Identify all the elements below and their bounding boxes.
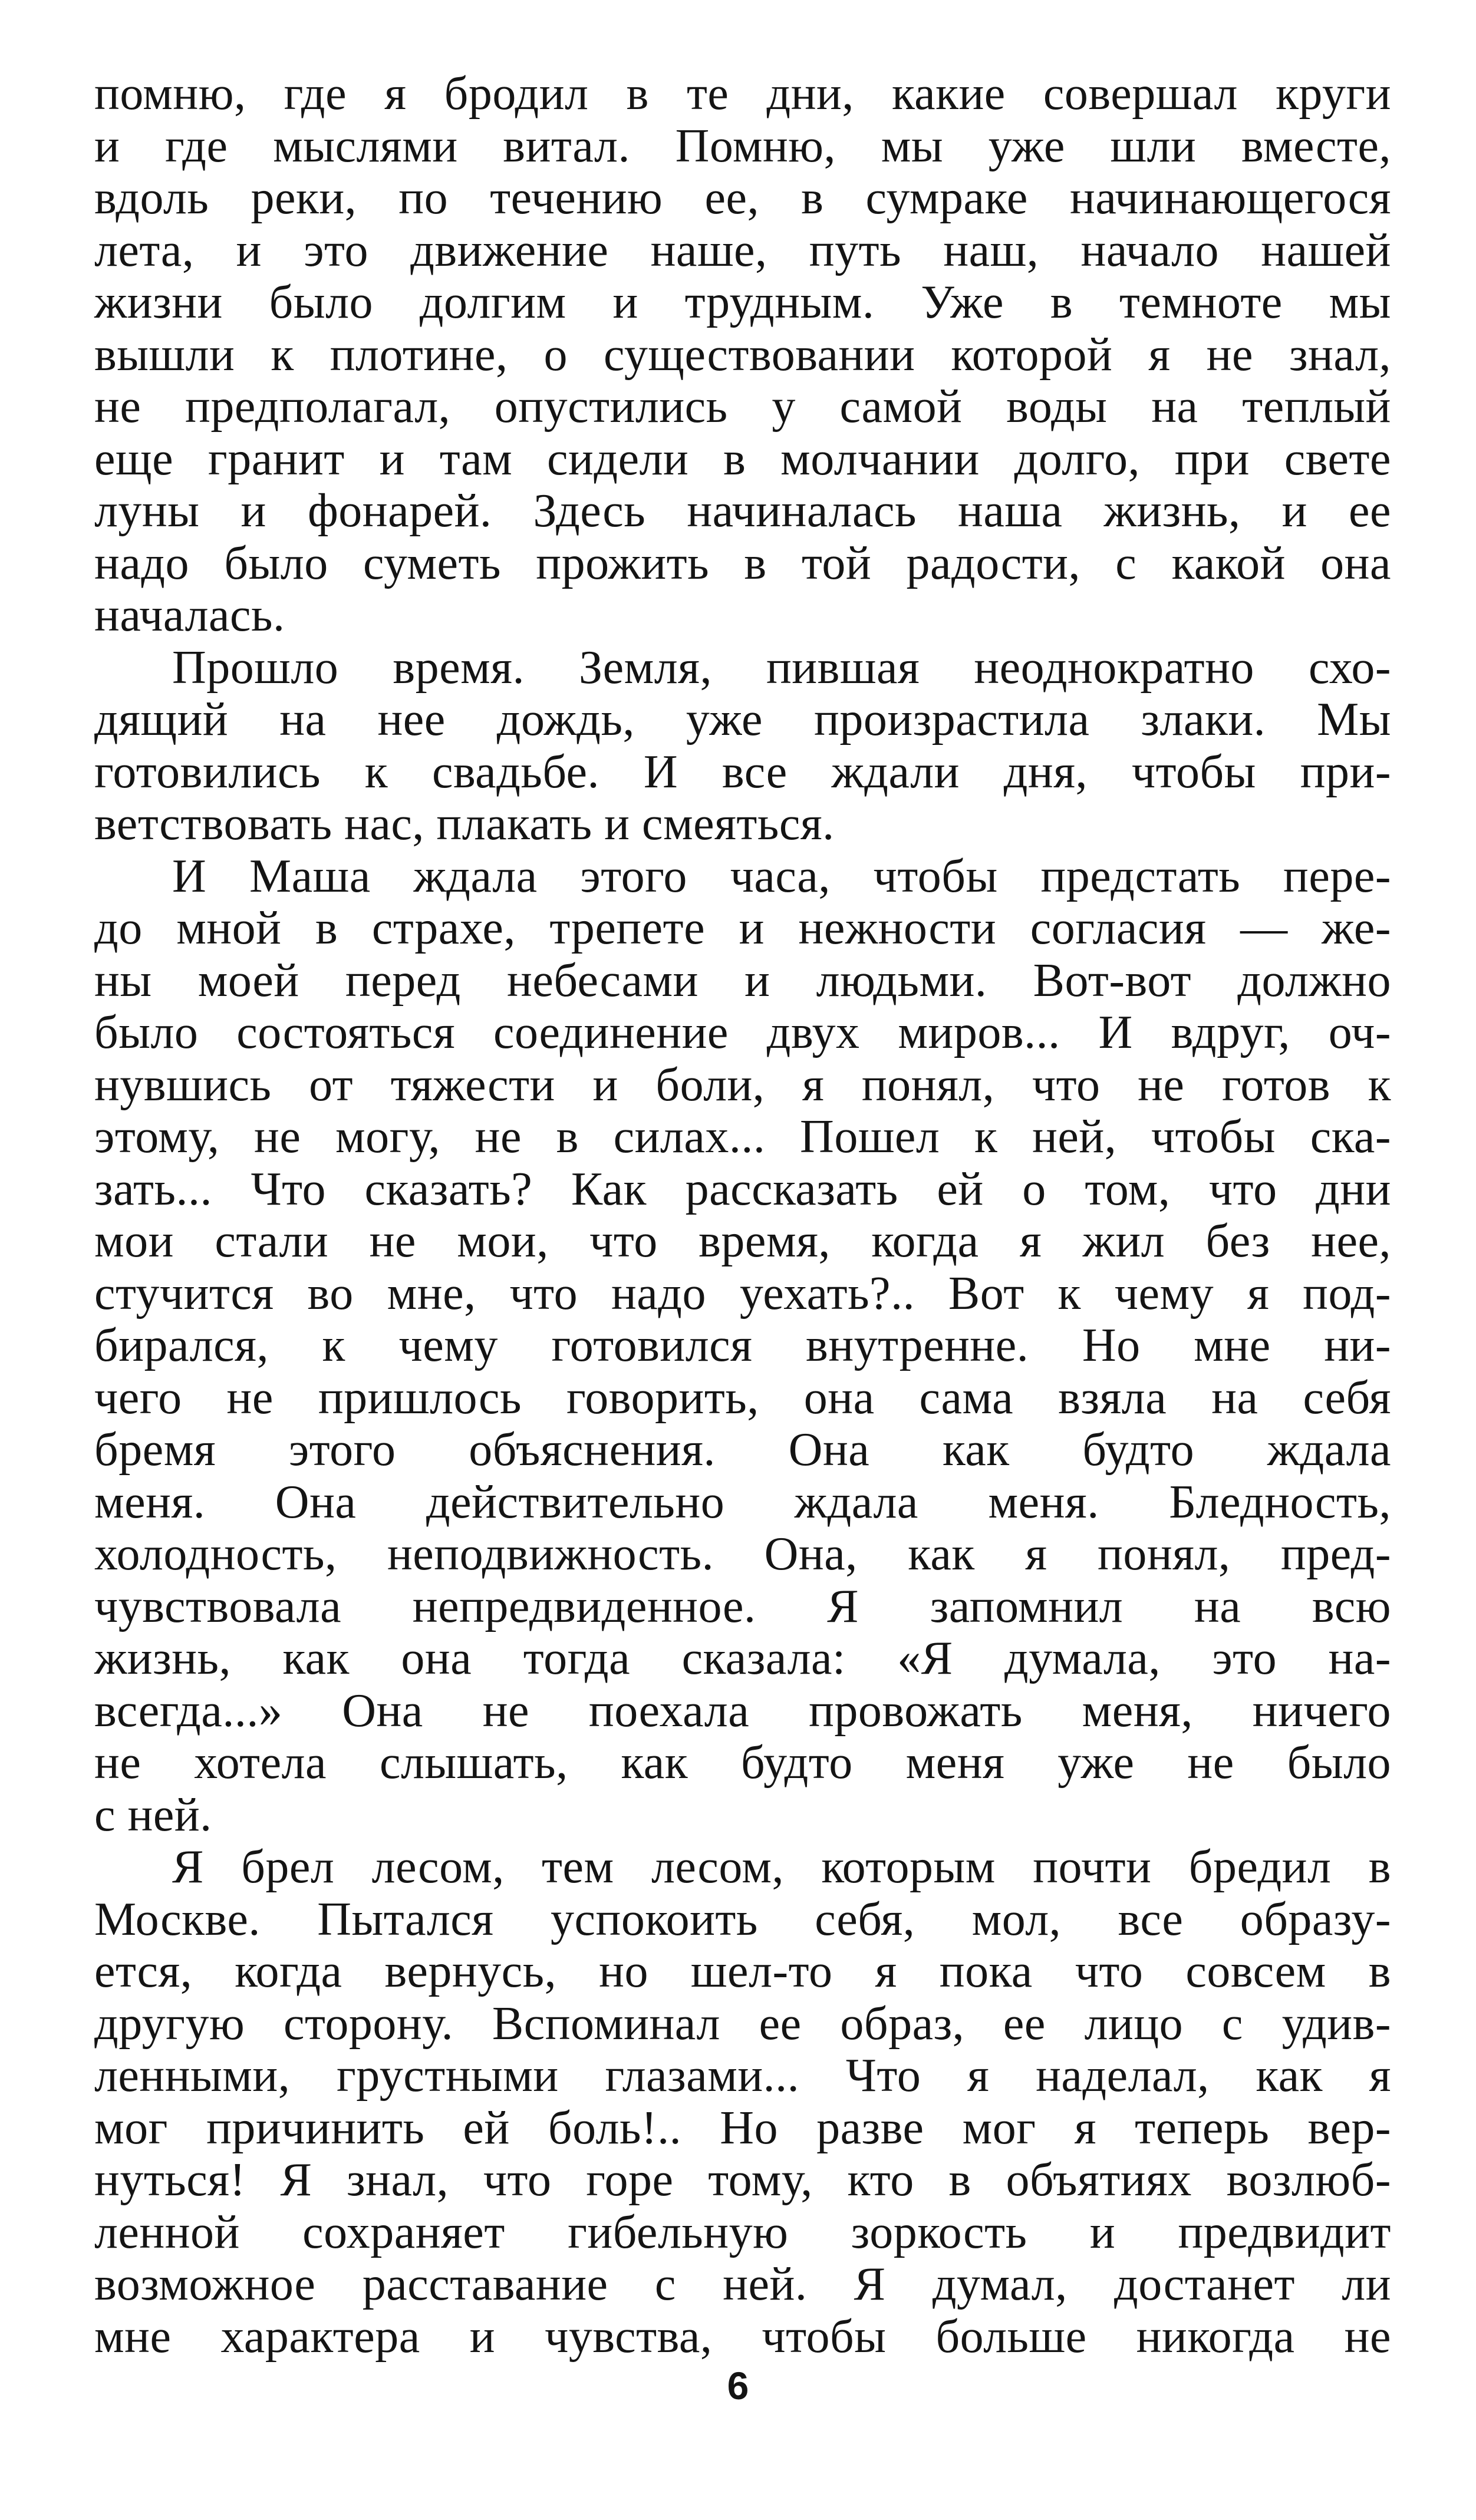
text-line: и где мыслями витал. Помню, мы уже шли вместе,: [94, 120, 1391, 172]
text-line: не хотела слышать, как будто меня уже не было: [94, 1737, 1391, 1789]
text-line: ленной сохраняет гибельную зоркость и предвидит: [94, 2206, 1391, 2258]
text-line: мог причинить ей боль!.. Но разве мог я теперь вер-: [94, 2102, 1391, 2154]
text-line: с ней.: [94, 1789, 212, 1841]
text-line: бремя этого объяснения. Она как будто ждала: [94, 1424, 1391, 1476]
text-line: зать... Что сказать? Как рассказать ей о том, что дни: [94, 1163, 1391, 1215]
text-line: луны и фонарей. Здесь начиналась наша жизнь, и ее: [94, 485, 1391, 537]
text-line: жизни было долгим и трудным. Уже в темноте мы: [94, 276, 1391, 328]
text-line: чего не пришлось говорить, она сама взяла на себя: [94, 1371, 1391, 1424]
text-line: нувшись от тяжести и боли, я понял, что не готов к: [94, 1058, 1391, 1111]
text-line: дящий на нее дождь, уже произрастила злаки. Мы: [94, 694, 1391, 746]
text-line: этому, не могу, не в силах... Пошел к ней, чтобы ска-: [94, 1111, 1391, 1163]
text-line: до мной в страхе, трепете и нежности согласия — же-: [94, 902, 1391, 954]
text-line: ленными, грустными глазами... Что я наделал, как я: [94, 2050, 1391, 2102]
text-line: мои стали не мои, что время, когда я жил без нее,: [94, 1215, 1391, 1267]
text-line: ны моей перед небесами и людьми. Вот-вот должно: [94, 954, 1391, 1007]
text-line: другую сторону. Вспоминал ее образ, ее лицо с удив-: [94, 1997, 1391, 2050]
text-line: мне характера и чувства, чтобы больше никогда не: [94, 2310, 1391, 2363]
text-line: ется, когда вернусь, но шел-то я пока что совсем в: [94, 1945, 1391, 1997]
text-line: холодность, неподвижность. Она, как я понял, пред-: [94, 1528, 1391, 1580]
text-line: не предполагал, опустились у самой воды на теплый: [94, 381, 1391, 433]
text-line: надо было суметь прожить в той радости, с какой она: [94, 537, 1391, 589]
text-line: готовились к свадьбе. И все ждали дня, чтобы при-: [94, 746, 1391, 798]
text-line: помню, где я бродил в те дни, какие совершал круги: [94, 68, 1391, 120]
text-line: жизнь, как она тогда сказала: «Я думала, это на-: [94, 1632, 1391, 1684]
text-line: было состояться соединение двух миров... И вдруг, оч-: [94, 1007, 1391, 1058]
text-line: лета, и это движение наше, путь наш, начало нашей: [94, 224, 1391, 276]
text-line: вдоль реки, по течению ее, в сумраке начинающегося: [94, 172, 1391, 224]
text-line: стучится во мне, что надо уехать?.. Вот к чему я под-: [94, 1267, 1391, 1320]
page-number: 6: [727, 2364, 749, 2407]
text-line: началась.: [94, 589, 285, 641]
text-line: всегда...» Она не поехала провожать меня, ничего: [94, 1684, 1391, 1737]
text-line: ветствовать нас, плакать и смеяться.: [94, 798, 835, 850]
text-line: возможное расставание с ней. Я думал, достанет ли: [94, 2258, 1391, 2310]
text-line: бирался, к чему готовился внутренне. Но мне ни-: [94, 1320, 1391, 1371]
text-line: Прошло время. Земля, пившая неоднократно схо-: [172, 641, 1391, 694]
text-line: нуться! Я знал, что горе тому, кто в объятиях возлюб-: [94, 2154, 1391, 2206]
text-line: меня. Она действительно ждала меня. Бледность,: [94, 1476, 1391, 1528]
body-text: [94, 68, 1391, 2363]
text-line: Я брел лесом, тем лесом, которым почти бредил в: [172, 1841, 1391, 1893]
text-line: чувствовала непредвиденное. Я запомнил на всю: [94, 1580, 1391, 1632]
text-line: Москве. Пытался успокоить себя, мол, все образу-: [94, 1893, 1391, 1945]
text-line: еще гранит и там сидели в молчании долго, при свете: [94, 433, 1391, 485]
text-line: вышли к плотине, о существовании которой я не знал,: [94, 328, 1391, 381]
text-line: И Маша ждала этого часа, чтобы предстать пере-: [172, 850, 1391, 902]
